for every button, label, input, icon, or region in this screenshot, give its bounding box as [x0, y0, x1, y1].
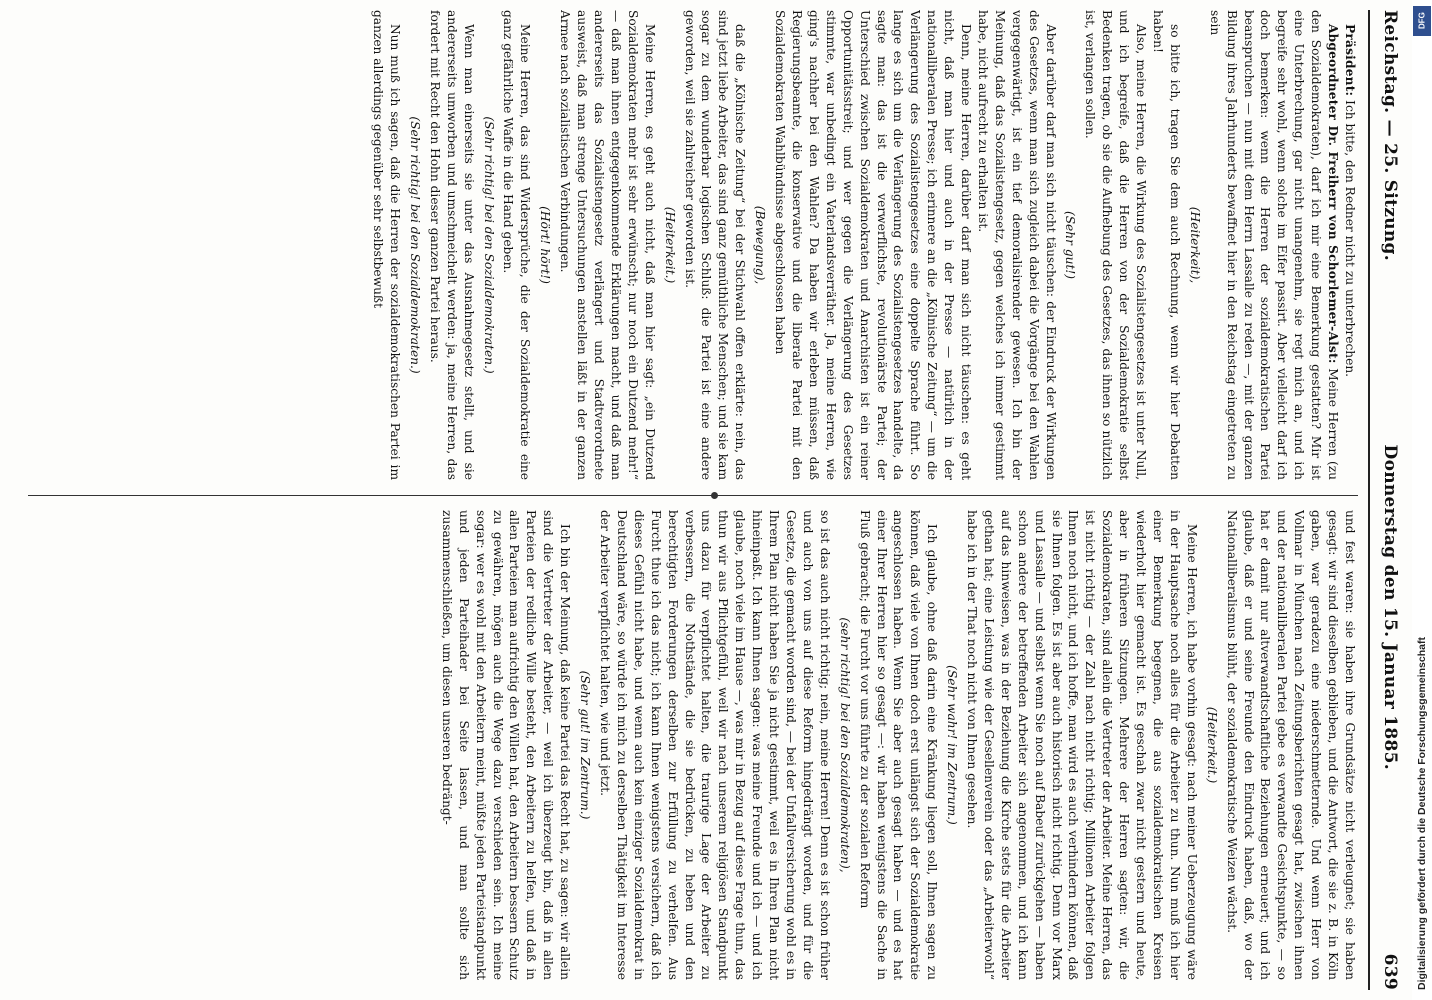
speech-paragraph — [500, 10, 534, 480]
audience-reaction: (Bewegung), — [753, 205, 768, 285]
paragraph-text: Ich glaube, ohne daß darin eine Kränkung liegen soll, Ihnen sagen zu können, daß viele von Ihnen doch erst unlängst sich der Sozialdemokratie angeschlossen haben. Wenn Sie aber auch gesagt haben — und es hat einer Ihrer Herren hier so gesagt —: wir haben wenigstens die Sache in Fluß gebracht; die Furcht vor uns führte zu der sozialen Reform — [857, 510, 940, 980]
column-divider — [28, 495, 1358, 496]
rotated-page-content — [10, 10, 1410, 990]
speech-paragraph — [369, 10, 403, 480]
dfg-logo: DFG — [1413, 6, 1431, 36]
audience-reaction: (Hört! hört!) — [538, 206, 553, 284]
paragraph-text: Meine Herren, ich habe vorhin gesagt: nach meiner Ueberzeugung wäre in der Hauptsache noch alles für die Arbeiter zu thun. Nun muß ich hier einer Bemerkung begegnen, die aus sozialdemokratischen Kreisen wiederholt hier gemacht ist. Es geschah zwar nicht gestern und heute, aber in früheren Sitzungen. Mehrere der Herren sagten: wir, die Sozialdemokraten, sind allein die Vertreter der Arbeiter. Meine Herren, das ist nicht richtig — der Zahl nach nicht richtig; Millionen Arbeiter folgen Ihnen noch nicht, und ich hoffe, man wird es auch verhindern können, daß sie Ihnen folgen. Es ist aber auch historisch nicht richtig. Denn vor Marx und Lassalle — und selbst wenn Sie noch auf Babeuf zurückgehen — haben schon andere der betreffenden Arbeiter sich angenommen, und ich kann auf das hinweisen, was in der Beziehung die Kirche stets für die Arbeiter gethan hat; eine Leistung wie der Gesellenverein oder das „Arbeiterwohl“ habe ich in der That noch nicht von Ihnen gesehen. — [965, 510, 1199, 980]
audience-reaction: (Sehr wahr! im Zentrum.) — [945, 665, 960, 825]
speech-paragraph — [681, 10, 749, 480]
right-text-column — [28, 510, 1358, 980]
paragraph-text: Meine Herren, das sind Widersprüche, die der Sozialdemokratie eine ganz gefährliche Waffe in die Hand geben. — [501, 10, 533, 480]
speech-paragraph — [426, 10, 477, 480]
paragraph-text: so ist das auch nicht richtig; nein, meine Herren! Denn es ist schon früher und auch von uns auf diese Reform hingedrängt worden, und für die Gesetze, die gemacht worden sind, — bei der Unfallversicherung wohl es in Ihrem Plan nicht haben Sie ja nicht gestimmt, weil es in Ihren Plan nicht hineinpaßt. Ich kann Ihnen sagen: was meine Freunde und ich — und ich glaube, noch viele im Hause —, was mir in Bezug auf diese Frage thun, das thun wir aus Pflichtgefühl, weil wir nach unserem religiösen Standpunkt uns dazu für verpflichtet halten, die traurige Lage der Arbeiter zu verbessern, die Nothstände, die sie bedrücken, zu heben und den berechtigten Forderungen derselben zur Erfüllung zu verhelfen. Aus Furcht thue ich das nicht; ich kann Ihnen wenigstens versichern, daß ich dieses Gefühl nicht habe, und wenn auch kein einziger Sozialdemokrat in Deutschland wäre, so würde ich mich zu derselben Thätigkeit im Interesse der Arbeiter verpflichtet halten, wie und jetzt. — [598, 510, 832, 980]
paragraph-text: Meine Herren, es geht auch nicht, daß man hier sagt: „ein Dutzend Sozialdemokraten mehr ist sehr erwünscht; nur noch ein Dutzend mehr!“ — daß man ihnen entgegenkommende Erklärungen macht, und daß man andererseits das Sozialistengesetz verlängert und Stadtverordnete ausweist, daß man strenge Untersuchungen anstellen läßt in der ganzen Armee nach sozialistischen Verbindungen. — [558, 10, 657, 480]
speech-paragraph — [1223, 510, 1358, 980]
speech-paragraph — [856, 510, 941, 980]
paragraph-text: und fest waren: sie haben ihre Grundsätze nicht verleugnet; sie haben gesagt: wir sind dieselben geblieben, und die Antwort, die sie z. B. in Köln gaben, war geradezu eine niederschmetternde. Und wenn Herr von Vollmar in München nach Zeitungsberichten gesagt hat, zwischen ihnen und der nationalliberalen Partei gebe es verwandte Gesichtspunkte, — so hat er damit nur altverwandtschaftliche Beziehungen erneuert; und ich glaube, daß er und seine Freunde den Eindruck haben, daß, wo der Nationalliberalismus blüht, der sozialdemokratische Weizen wächst. — [1224, 510, 1357, 980]
audience-reaction: (Heiterkeit.) — [662, 206, 677, 284]
page-header — [1368, 10, 1410, 990]
speaker-name: Präsident: — [1343, 24, 1357, 97]
paragraph-text: Aber darüber darf man sich nicht täuschen: der Eindruck der Wirkungen des Gesetzes, wenn man sich zugleich dabei die Vorgänge bei den Wahlen vergegenwärtigt, ist ein tief demoralisirender gewesen. Ich bin der Meinung, daß das Sozialistengesetz, gegen welches ich immer gestimmt habe, nicht aufrecht zu erhalten ist. — [975, 10, 1058, 480]
digitization-note: Digitalisierung gefördert durch die Deutsche Forschungsgemeinschaft — [1416, 637, 1428, 990]
audience-reaction: (Heiterkeit.) — [1204, 706, 1219, 784]
paragraph-text: so bitte ich, tragen Sie dem auch Rechnung, wenn wir hier Debatten haben! — [1151, 10, 1182, 480]
header-date: Donnerstag den 15. Januar 1885. — [1380, 444, 1400, 771]
paragraph-text: Also, meine Herren, die Wirkung des Sozialistengesetzes ist unter Null, und ich begreife, daß die Herren von der Sozialdemokratie selbst Bedenken tragen, ob sie die Aufhebung des Gesetzes, das ihnen so nützlich ist, verlangen sollen. — [1083, 10, 1149, 480]
audience-reaction: (Sehr gut!) — [1063, 210, 1078, 280]
speech-paragraph — [556, 10, 657, 480]
paragraph-text: daß die „Kölnische Zeitung“ bei der Stichwahl offen erklärte: nein, das sind jetzt liebe Arbeiter, das sind ganz gemüthliche Menschen; und sie kam sogar zu dem wunderbar logischen Schluß: die Partei ist eine andere geworden, weil sie zahlreicher geworden ist. — [682, 10, 748, 480]
speech-paragraph — [438, 510, 573, 980]
speech-paragraph — [1341, 10, 1358, 480]
speech-paragraph — [963, 510, 1200, 980]
left-text-column — [28, 10, 1358, 480]
speech-paragraph — [771, 10, 974, 480]
speech-paragraph — [974, 10, 1059, 480]
paragraph-text: Ich bitte, den Redner nicht zu unterbrechen. — [1343, 100, 1357, 378]
speech-paragraph — [596, 510, 833, 980]
speech-paragraph — [1149, 10, 1183, 480]
paragraph-text: Meine Herren (zu den Sozialdemokraten), darf ich mir eine Bemerkung gestatten? Mir ist eine Unterbrechung, gar nicht unangenehm, sie regt mich an, und ich begreife sehr wohl, wenn solche im Eifer passirt. Aber vielleicht darf ich doch bemerken: wenn die Herren der sozialdemokratischen Partei beanspruchen — nun mit dem Herrn Lassalle zu reden —, mit der ganzen Bildung ihres Jahrhunderts bewaffnet hier in den Reichstag eingetreten zu sein — [1207, 10, 1341, 480]
audience-reaction: (sehr richtig! bei den Sozialdemokraten), — [837, 617, 852, 873]
paragraph-text: Wenn man einerseits sie unter das Ausnahmegesetz stellt, und sie andererseits umworben und umschmeichelt werden: ja, meine Herren, das fordert mit Recht den Hohn dieser ganzen Partei heraus. — [427, 10, 476, 480]
paragraph-text: Denn, meine Herren, darüber darf man sich nicht täuschen: es geht nicht, daß man hier und auch in der Presse — natürlich in der nationalliberalen Presse; ich erinnere an die „Kölnische Zeitung“ — um die Verlängerung des Sozialistengesetzes eine doppelte Sprache führt. So lange es sich um die Verlängerung des Sozialistengesetzes handelte, da sagte man: das ist die verwerflichste, revolutionärste Partei; der Unterschied zwischen Sozialdemokraten und Anarchisten ist ein reiner Opportunitätsstreit; und wer gegen die Verlängerung des Gesetzes stimmte, war unbedingt ein Vaterlandsverräther. Ja, meine Herren, wie ging's nachher bei den Wahlen? Da haben wir erleben müssen, daß Regierungsbeamte, die konservative und die liberale Partei mit den Sozialdemokraten Wahlbündnisse abgeschlossen haben — [773, 10, 974, 480]
audience-reaction: (Heiterkeit), — [1187, 206, 1202, 284]
paragraph-text: Ich bin der Meinung, daß keine Partei das Recht hat, zu sagen: wir allein sind die Vertreter der Arbeiter, — weil ich überzeugt bin, daß in allen Parteien der redliche Wille besteht, den Arbeitern zu helfen, und daß in allen Parteien man aufrichtig den Willen hat, den Arbeitern bessern Schutz zu gewähren, mögen auch die Wege dazu verschieden sein. Ich meine sogar: wer es wohl mit den Arbeitern meint, müßte jeden Parteistandpunkt und jeden Parteihader bei Seite lassen, und man sollte sich zusammenschließen, um diesen unseren bedrängt- — [439, 510, 573, 980]
paragraph-text: Nun muß ich sagen, daß die Herren der sozialdemokratischen Partei im ganzen allerdings gegenüber sehr selbstbewußt — [371, 10, 403, 480]
speaker-name: Abgeordneter Dr. Freiherr von Schorlemer-Alst: — [1326, 24, 1341, 364]
audience-reaction: (Sehr richtig! bei den Sozialdemokraten.) — [481, 116, 496, 374]
audience-reaction: (Sehr richtig! bei den Sozialdemokraten.) — [407, 116, 422, 374]
page-number: 639 — [1380, 953, 1400, 990]
audience-reaction: (Sehr gut! im Zentrum.) — [578, 670, 593, 820]
header-session: Reichstag. — 25. Sitzung. — [1380, 10, 1400, 261]
speech-paragraph — [1082, 10, 1150, 480]
speech-paragraph — [1206, 10, 1341, 480]
